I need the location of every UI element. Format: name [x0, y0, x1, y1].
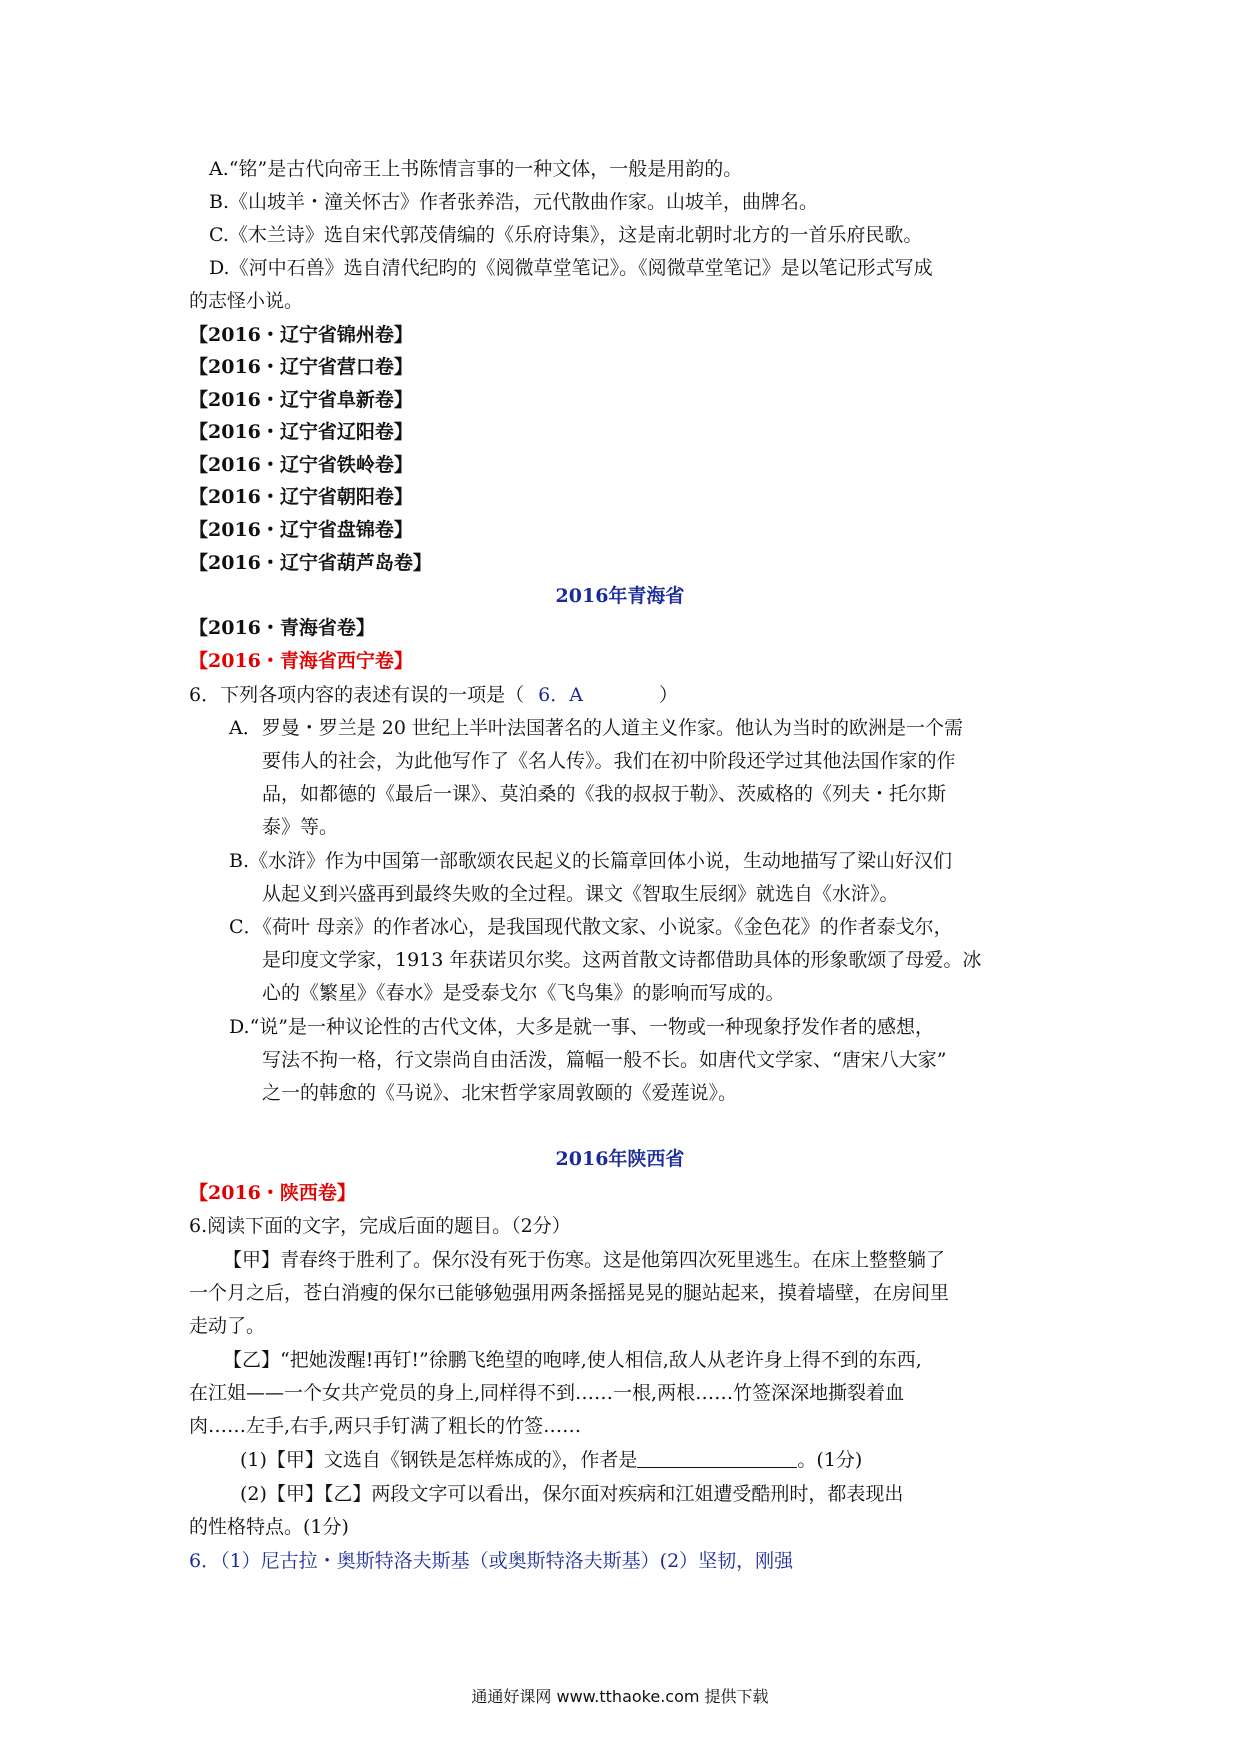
exam-tag-panjin: 【2016・辽宁省盘锦卷】 — [189, 519, 413, 541]
exam-tag-huludao: 【2016・辽宁省葫芦岛卷】 — [189, 552, 432, 574]
option-b-line1: B.《水浒》作为中国第一部歌颂农民起义的长篇章回体小说，生动地描写了梁山好汉们 — [229, 850, 953, 872]
option-a-line2: 要伟人的社会，为此他写作了《名人传》。我们在初中阶段还学过其他法国作家的作 — [262, 750, 956, 772]
sub-question-2-line1: (2)【甲】【乙】两段文字可以看出，保尔面对疾病和江姐遭受酷刑时，都表现出 — [240, 1483, 904, 1505]
answer-shaanxi: 6．（1）尼古拉・奥斯特洛夫斯基（或奥斯特洛夫斯基）(2）坚韧，刚强 — [189, 1550, 794, 1572]
option-d-prev-cont: 的志怪小说。 — [189, 290, 304, 312]
option-a-line4: 泰》等。 — [262, 816, 339, 838]
page-footer: 通通好课网 www.tthaoke.com 提供下载 — [471, 1687, 769, 1706]
passage-yi-line1: 【乙】“把她泼醒!再钉!”徐鹏飞绝望的咆哮,使人相信,敌人从老许身上得不到的东西, — [223, 1349, 922, 1371]
exam-tag-tieling: 【2016・辽宁省铁岭卷】 — [189, 454, 413, 476]
option-d-line1: D.“说”是一种议论性的古代文体，大多是就一事、一物或一种现象抒发作者的感想， — [229, 1016, 935, 1038]
option-b-line2: 从起义到兴盛再到最终失败的全过程。课文《智取生辰纲》就选自《水浒》。 — [262, 883, 899, 905]
sub-question-1 — [240, 1446, 862, 1474]
passage-yi-line3: 肉……左手,右手,两只手钉满了粗长的竹签…… — [189, 1415, 582, 1437]
option-c-line2: 是印度文学家，1913 年获诺贝尔奖。这两首散文诗都借助具体的形象歌颂了母爱。冰 — [262, 949, 982, 971]
option-d-prev: D.《河中石兽》选自清代纪昀的《阅微草堂笔记》。《阅微草堂笔记》是以笔记形式写成 — [209, 257, 933, 279]
exam-tag-yingkou: 【2016・辽宁省营口卷】 — [189, 356, 413, 378]
section-heading-shaanxi: 2016年陕西省 — [555, 1148, 685, 1170]
question-6-qinghai — [189, 681, 678, 709]
exam-tag-shaanxi: 【2016・陕西卷】 — [189, 1182, 356, 1204]
option-c-line3: 心的《繁星》《春水》是受泰戈尔《飞鸟集》的影响而写成的。 — [262, 982, 785, 1004]
exam-tag-liaoyang: 【2016・辽宁省辽阳卷】 — [189, 421, 413, 443]
option-b-prev: B.《山坡羊・潼关怀古》作者张养浩，元代散曲作家。山坡羊，曲牌名。 — [209, 191, 819, 213]
option-c-prev: C.《木兰诗》选自宋代郭茂倩编的《乐府诗集》，这是南北朝时北方的一首乐府民歌。 — [209, 224, 923, 246]
passage-jia-line3: 走动了。 — [189, 1315, 266, 1337]
sub-question-1-score: 。(1分) — [797, 1449, 863, 1471]
answer-blank — [637, 1447, 797, 1468]
question-6-shaanxi: 6.阅读下面的文字，完成后面的题目。（2分） — [189, 1215, 571, 1237]
exam-tag-jinzhou: 【2016・辽宁省锦州卷】 — [189, 324, 413, 346]
passage-yi-line2: 在江姐——一个女共产党员的身上,同样得不到……一根,两根……竹签深深地撕裂着血 — [189, 1382, 905, 1404]
option-d-line2: 写法不拘一格，行文崇尚自由活泼，篇幅一般不长。如唐代文学家、“唐宋八大家” — [262, 1049, 947, 1071]
sub-question-1-text: (1)【甲】文选自《钢铁是怎样炼成的》，作者是 — [240, 1449, 638, 1471]
option-a-prev: A.“铭”是古代向帝王上书陈情言事的一种文体，一般是用韵的。 — [209, 158, 743, 180]
option-c-line1: C．《荷叶 母亲》的作者冰心，是我国现代散文家、小说家。《金色花》的作者泰戈尔， — [229, 916, 953, 938]
exam-tag-xining: 【2016・青海省西宁卷】 — [189, 650, 413, 672]
question-paren-close: ） — [659, 684, 679, 706]
section-heading-qinghai: 2016年青海省 — [555, 585, 685, 607]
option-a-line1: A．罗曼・罗兰是 20 世纪上半叶法国著名的人道主义作家。他认为当时的欧洲是一个需 — [229, 717, 963, 739]
passage-jia-line2: 一个月之后，苍白消瘦的保尔已能够勉强用两条摇摇晃晃的腿站起来，摸着墙壁，在房间里 — [189, 1282, 950, 1304]
passage-jia-line1: 【甲】青春终于胜利了。保尔没有死于伤寒。这是他第四次死里逃生。在床上整整躺了 — [223, 1249, 946, 1271]
option-d-line3: 之一的韩愈的《马说》、北宋哲学家周敦颐的《爱莲说》。 — [262, 1082, 738, 1104]
option-a-line3: 品，如都德的《最后一课》、莫泊桑的《我的叔叔于勒》、茨威格的《列夫・托尔斯 — [262, 783, 947, 805]
answer-inline: 6．A — [538, 684, 583, 706]
exam-tag-fuxin: 【2016・辽宁省阜新卷】 — [189, 389, 413, 411]
question-text: 6．下列各项内容的表述有误的一项是（ — [189, 684, 525, 706]
sub-question-2-line2: 的性格特点。(1分) — [189, 1516, 349, 1538]
exam-tag-qinghai: 【2016・青海省卷】 — [189, 617, 375, 639]
exam-tag-chaoyang: 【2016・辽宁省朝阳卷】 — [189, 486, 413, 508]
